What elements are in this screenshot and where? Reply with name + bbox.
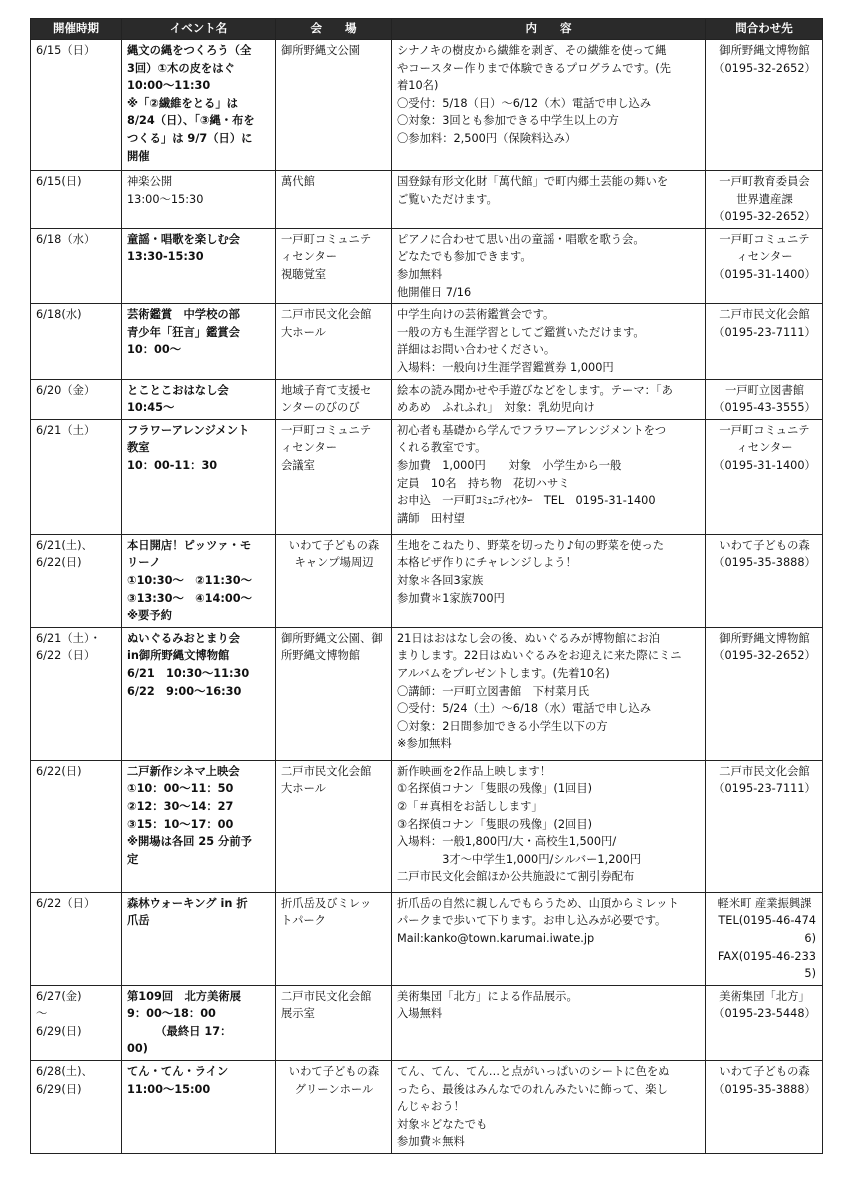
- event-date: [31, 40, 122, 171]
- event-date: [31, 228, 122, 303]
- event-content: [392, 534, 706, 627]
- event-content-line: ③名探偵コナン「隻眼の残像」(2回目): [397, 817, 593, 831]
- event-content-line: 〇受付：5/18（日）～6/12（木）電話で申し込み: [397, 96, 652, 110]
- event-name-line: 6/22 9:00～16:30: [127, 684, 242, 698]
- table-row: [31, 228, 823, 303]
- event-name-line: 00): [127, 1042, 148, 1056]
- event-venue: [276, 1061, 392, 1154]
- event-contact-line: 一戸町立図書館: [724, 383, 805, 397]
- event-contact-line: （0195-31-1400）: [713, 458, 816, 472]
- event-date: [31, 534, 122, 627]
- event-content-line: 参加無料: [397, 267, 443, 281]
- event-contact-line: ィセンター: [736, 441, 793, 455]
- event-content-line: 美術集団「北方」による作品展示。: [397, 989, 578, 1003]
- event-contact: [706, 419, 823, 534]
- event-contact-line: FAX(0195-46-2335): [717, 949, 816, 981]
- event-content-line: 他開催日 7/16: [397, 285, 472, 299]
- event-name-line: 10:45～: [127, 401, 175, 415]
- event-name-line: ※要予約: [127, 609, 172, 623]
- event-contact: [706, 760, 823, 892]
- event-content-line: 生地をこねたり、野菜を切ったり♪旬の野菜を使った: [397, 538, 665, 552]
- event-contact-line: （0195-31-1400）: [713, 267, 816, 281]
- event-content-line: 21日はおはなし会の後、ぬいぐるみが博物館にお泊: [397, 631, 660, 645]
- event-content-line: 対象＊各回3家族: [397, 573, 484, 587]
- event-date-line: 6/21（土）・: [36, 631, 101, 645]
- event-date: [31, 419, 122, 534]
- event-content-line: ピアノに合わせて思い出の童謡・唱歌を歌う会。: [397, 232, 645, 246]
- table-row: [31, 419, 823, 534]
- event-contact-line: （0195-32-2652）: [713, 61, 816, 75]
- event-venue-line: 展示室: [281, 1007, 315, 1021]
- event-contact: [706, 228, 823, 303]
- event-name-line: ※「②繊維をとる」は: [127, 96, 238, 110]
- table-row: [31, 627, 823, 760]
- event-content-line: 〇対象：2日間参加できる小学生以下の方: [397, 719, 608, 733]
- event-venue-line: 御所野縄文公園、御: [281, 631, 383, 645]
- event-content-line: ※参加無料: [397, 737, 452, 751]
- event-name: [122, 40, 276, 171]
- table-row: [31, 760, 823, 892]
- event-name-line: 6/21 10:30～11:30: [127, 666, 250, 680]
- event-venue-line: 二戸市民文化会館: [281, 308, 372, 322]
- event-contact-line: （0195-23-7111）: [713, 325, 816, 339]
- event-contact-line: いわて子どもの森: [719, 1065, 810, 1079]
- event-date: [31, 304, 122, 379]
- event-content-line: 初心者も基礎から学んでフラワーアレンジメントをつ: [397, 423, 667, 437]
- event-venue-line: 萬代館: [281, 175, 315, 188]
- event-venue: [276, 627, 392, 760]
- event-venue-line: グリーンホール: [294, 1082, 374, 1096]
- event-name: [122, 171, 276, 229]
- event-content: [392, 760, 706, 892]
- event-venue-line: 地域子育て支援セ: [281, 383, 372, 397]
- event-venue: [276, 171, 392, 229]
- event-content: [392, 304, 706, 379]
- event-content-line: ①名探偵コナン「隻眼の残像」(1回目): [397, 782, 593, 796]
- event-content-line: お申込 一戸町ｺﾐｭﾆﾃｨｾﾝﾀｰ TEL 0195-31-1400: [397, 494, 656, 508]
- event-contact-line: （0195-23-5448）: [713, 1007, 816, 1021]
- event-venue-line: 大ホール: [281, 325, 326, 339]
- event-name-line: てん・てん・ライン: [127, 1065, 229, 1079]
- event-venue: [276, 228, 392, 303]
- table-row: [31, 304, 823, 379]
- event-content-line: 参加費 1,000円 対象 小学生から一般: [397, 458, 622, 472]
- event-date: [31, 760, 122, 892]
- event-content-line[interactable]: Mail:kanko@town.karumai.iwate.jp: [397, 931, 595, 945]
- event-date: [31, 985, 122, 1060]
- event-venue: [276, 40, 392, 171]
- event-content: [392, 379, 706, 419]
- event-date-line: 6/21(土)、: [36, 538, 93, 552]
- event-contact-line: 世界遺産課: [736, 192, 793, 206]
- event-content: [392, 1061, 706, 1154]
- event-name: [122, 1061, 276, 1154]
- event-content-line: 折爪岳の自然に親しんでもらうため、山頂からミレット: [397, 896, 679, 910]
- event-table: [30, 18, 823, 1154]
- event-date-line: ～: [36, 1007, 48, 1021]
- table-row: [31, 534, 823, 627]
- table-row: [31, 892, 823, 985]
- event-contact: [706, 1061, 823, 1154]
- event-name-line: フラワーアレンジメント: [127, 423, 250, 437]
- event-date-line: 6/28(土)、: [36, 1065, 93, 1079]
- event-date-line: 6/22(日): [36, 556, 82, 570]
- event-contact: [706, 40, 823, 171]
- event-name-line: ③15：10～17：00: [127, 817, 234, 831]
- event-contact-line: 一戸町コミュニテ: [719, 423, 810, 437]
- event-content-line: んじゃおう！: [397, 1100, 465, 1114]
- event-content-line: シナノキの樹皮から繊維を剥ぎ、その繊維を使って縄: [397, 44, 667, 57]
- event-contact-line: （0195-32-2652）: [713, 210, 816, 224]
- event-venue-line: 折爪岳及びミレッ: [281, 896, 372, 910]
- table-row: [31, 171, 823, 229]
- event-content-line: 3才～中学生1,000円/シルバー1,200円: [397, 852, 642, 866]
- event-date-line: 6/20（金）: [36, 383, 96, 397]
- event-name-line: 10：00-11：30: [127, 458, 218, 472]
- header-row: [31, 19, 823, 40]
- event-venue: [276, 419, 392, 534]
- event-content: [392, 419, 706, 534]
- event-content-line: ご覧いただけます。: [397, 192, 498, 206]
- event-venue-line: 一戸町コミュニテ: [281, 232, 372, 246]
- event-content-line: 〇対象：3回とも参加できる中学生以上の方: [397, 114, 619, 128]
- event-contact-line: 二戸市民文化会館: [719, 308, 810, 322]
- event-content-line: 詳細はお問い合わせください。: [397, 343, 556, 357]
- event-name-line: 童謡・唱歌を楽しむ会: [127, 232, 240, 246]
- event-venue-line: いわて子どもの森: [288, 538, 380, 552]
- event-content-line: 定員 10名 持ち物 花切ハサミ: [397, 476, 570, 490]
- event-name: [122, 534, 276, 627]
- event-content-line: 入場無料: [397, 1007, 443, 1021]
- event-name: [122, 892, 276, 985]
- table-row: [31, 40, 823, 171]
- event-content-line: やコースター作りまで体験できるプログラムです。(先: [397, 61, 671, 75]
- event-content-line: 〇講師：一戸町立図書館 下村菜月氏: [397, 684, 590, 698]
- event-name-line: 爪岳: [127, 914, 150, 928]
- event-content-line: 本格ピザ作りにチャレンジしよう！: [397, 556, 577, 570]
- event-date-line: 6/15(日): [36, 175, 82, 188]
- table-row: [31, 379, 823, 419]
- event-name-line: 二戸新作シネマ上映会: [127, 764, 240, 778]
- event-content-line: 参加費＊1家族700円: [397, 591, 505, 605]
- event-venue-line: 二戸市民文化会館: [281, 764, 372, 778]
- event-name-line: とことこおはなし会: [127, 383, 229, 397]
- event-name: [122, 419, 276, 534]
- event-venue: [276, 379, 392, 419]
- event-name-line: ※開場は各回 25 分前予: [127, 835, 252, 849]
- event-content-line: 入場料：一般向け生涯学習鑑賞券 1,000円: [397, 360, 614, 374]
- event-content-line: 国登録有形文化財「萬代館」で町内郷土芸能の舞いを: [397, 175, 669, 188]
- event-date-line: 6/18（水）: [36, 232, 96, 246]
- event-name: [122, 304, 276, 379]
- event-venue: [276, 985, 392, 1060]
- event-name-line: 3回）①木の皮をはぐ: [127, 61, 235, 75]
- table-row: [31, 985, 823, 1060]
- event-name-line: ぬいぐるみおとまり会: [127, 631, 240, 645]
- event-contact-line: （0195-35-3888）: [713, 556, 816, 570]
- event-name-line: 10:00～11:30: [127, 79, 211, 93]
- event-content-line: 中学生向けの芸術鑑賞会です。: [397, 308, 555, 322]
- event-date-line: 6/18(水): [36, 308, 82, 322]
- event-content-line: めあめ ふれふれ」 対象：乳幼児向け: [397, 401, 595, 415]
- event-name-line: 9：00～18：00: [127, 1007, 216, 1021]
- event-contact-line: （0195-23-7111）: [713, 782, 816, 796]
- event-content-line: 二戸市民文化会館ほか公共施設にて割引券配布: [397, 870, 635, 884]
- event-venue-line: 一戸町コミュニテ: [281, 423, 372, 437]
- event-venue: [276, 892, 392, 985]
- event-date: [31, 1061, 122, 1154]
- event-name: [122, 379, 276, 419]
- event-date: [31, 171, 122, 229]
- event-venue: [276, 304, 392, 379]
- event-contact-line: いわて子どもの森: [719, 538, 810, 552]
- event-content-line: 絵本の読み聞かせや手遊びなどをします。テーマ：「あ: [397, 383, 673, 397]
- event-date-line: 6/15（日）: [36, 44, 96, 57]
- event-date-line: 6/27(金): [36, 989, 82, 1003]
- event-contact-line: （0195-43-3555）: [713, 401, 816, 415]
- event-contact-line: TEL(0195-46-4746): [718, 914, 816, 945]
- header-venue: 会 場: [276, 19, 392, 40]
- event-venue-line: 二戸市民文化会館: [281, 989, 372, 1003]
- event-venue-line: ィセンター: [281, 441, 338, 455]
- event-name-line: ③13:30～ ④14:00～: [127, 591, 252, 605]
- event-name-line: 10：00～: [127, 343, 182, 357]
- event-name: [122, 985, 276, 1060]
- event-date-line: 6/29(日): [36, 1082, 82, 1096]
- event-contact-line: 御所野縄文博物館: [719, 631, 810, 645]
- event-name-line: 8/24（日）、「③縄・布を: [127, 114, 255, 128]
- event-content-line: 講師 田村望: [397, 511, 465, 525]
- event-name-line: ①10：00～11：50: [127, 782, 234, 796]
- event-name-line: 開催: [127, 149, 150, 163]
- event-content-line: 参加費＊無料: [397, 1135, 465, 1149]
- event-name-line: 本日開店！ピッツァ・モ: [127, 538, 252, 552]
- event-name-line: （最終日 17：: [127, 1024, 232, 1038]
- event-contact-line: 美術集団「北方」: [719, 989, 810, 1003]
- event-contact-line: 一戸町教育委員会: [719, 175, 810, 188]
- event-name-line: 神楽公開: [127, 175, 173, 188]
- event-date-line: 6/29(日): [36, 1024, 82, 1038]
- event-name-line: 森林ウォーキング in 折: [127, 896, 248, 910]
- event-contact: [706, 534, 823, 627]
- header-content: 内 容: [392, 19, 706, 40]
- event-content: [392, 892, 706, 985]
- event-name-line: 芸術鑑賞 中学校の部: [127, 308, 240, 322]
- event-date: [31, 379, 122, 419]
- event-content-line: まりします。22日はぬいぐるみをお迎えに来た際にミニ: [397, 649, 682, 663]
- event-venue-line: 会議室: [281, 458, 315, 472]
- header-contact: 問合わせ先: [706, 19, 823, 40]
- event-content-line: ②「＃真相をお話しします」: [397, 799, 543, 813]
- event-venue-line: ンターのびのび: [281, 401, 360, 415]
- event-content: [392, 40, 706, 171]
- event-venue-line: 御所野縄文公園: [281, 44, 361, 57]
- event-contact: [706, 627, 823, 760]
- event-contact: [706, 171, 823, 229]
- header-date: 開催時期: [31, 19, 122, 40]
- event-venue-line: いわて子どもの森: [288, 1065, 380, 1079]
- event-content-line: 着10名): [397, 79, 439, 93]
- event-name-line: ①10:30～ ②11:30～: [127, 573, 252, 587]
- event-name-line: 11:00～15:00: [127, 1082, 211, 1096]
- event-name: [122, 627, 276, 760]
- event-date-line: 6/22（日）: [36, 896, 96, 910]
- event-name-line: 定: [127, 852, 139, 866]
- event-date-line: 6/21（土）: [36, 423, 96, 437]
- event-content-line: 〇受付：5/24（土）～6/18（水）電話で申し込み: [397, 702, 652, 716]
- event-venue-line: トパーク: [281, 914, 326, 928]
- event-venue-line: キャンプ場周辺: [294, 556, 374, 570]
- event-content: [392, 627, 706, 760]
- event-contact: [706, 304, 823, 379]
- event-venue: [276, 534, 392, 627]
- event-contact: [706, 892, 823, 985]
- event-content-line: どなたでも参加できます。: [397, 250, 532, 264]
- event-name-line: リーノ: [127, 556, 161, 570]
- event-name-line: 縄文の縄をつくろう（全: [127, 44, 252, 57]
- event-venue-line: 所野縄文博物館: [281, 649, 361, 663]
- event-content-line: 一般の方も生涯学習としてご鑑賞いただけます。: [397, 325, 645, 339]
- event-name-line: in御所野縄文博物館: [127, 649, 230, 663]
- event-contact-line: 二戸市民文化会館: [719, 764, 810, 778]
- event-name-line: 青少年「狂言」鑑賞会: [127, 325, 240, 339]
- event-contact: [706, 379, 823, 419]
- event-date-line: 6/22(日): [36, 764, 82, 778]
- event-name-line: 第109回 北方美術展: [127, 989, 241, 1003]
- table-row: [31, 1061, 823, 1154]
- event-content-line: てん、てん、てん…と点がいっぱいのシートに色をぬ: [397, 1065, 670, 1079]
- event-content-line: 対象＊どなたでも: [397, 1117, 488, 1131]
- event-content-line: くれる教室です。: [397, 441, 487, 455]
- event-venue-line: ィセンター: [281, 250, 338, 264]
- event-date: [31, 892, 122, 985]
- event-content-line: 入場料：一般1,800円/大・高校生1,500円/: [397, 835, 617, 849]
- event-name-line: 13:00～15:30: [127, 192, 204, 206]
- event-contact-line: ィセンター: [736, 250, 793, 264]
- event-content-line: 〇参加料：2,500円（保険料込み）: [397, 131, 577, 145]
- event-content-line: 新作映画を2作品上映します！: [397, 764, 552, 778]
- header-event-name: イベント名: [122, 19, 276, 40]
- event-contact-line: 一戸町コミュニテ: [719, 232, 810, 246]
- event-contact-line: （0195-32-2652）: [713, 649, 816, 663]
- event-name-line: つくる」は 9/7（日）に: [127, 131, 253, 145]
- event-name-line: 教室: [127, 441, 150, 455]
- event-name: [122, 228, 276, 303]
- event-venue-line: 大ホール: [281, 782, 326, 796]
- event-name-line: 13:30-15:30: [127, 250, 204, 264]
- event-content: [392, 171, 706, 229]
- event-contact-line: （0195-35-3888）: [713, 1082, 816, 1096]
- event-content-line: アルバムをプレゼントします。(先着10名): [397, 666, 610, 680]
- event-venue: [276, 760, 392, 892]
- event-date-line: 6/22（日）: [36, 649, 96, 663]
- event-content-line: パークまで歩いて下ります。お申し込みが必要です。: [397, 914, 667, 928]
- event-name: [122, 760, 276, 892]
- event-contact-line: 軽米町 産業振興課: [717, 896, 812, 910]
- event-content-line: ったら、最後はみんなでのれんみたいに飾って、楽し: [397, 1082, 668, 1096]
- event-date: [31, 627, 122, 760]
- event-name-line: ②12：30～14：27: [127, 799, 234, 813]
- event-content: [392, 985, 706, 1060]
- event-venue-line: 視聴覚室: [281, 267, 327, 281]
- event-contact: [706, 985, 823, 1060]
- event-contact-line: 御所野縄文博物館: [719, 44, 810, 57]
- event-content: [392, 228, 706, 303]
